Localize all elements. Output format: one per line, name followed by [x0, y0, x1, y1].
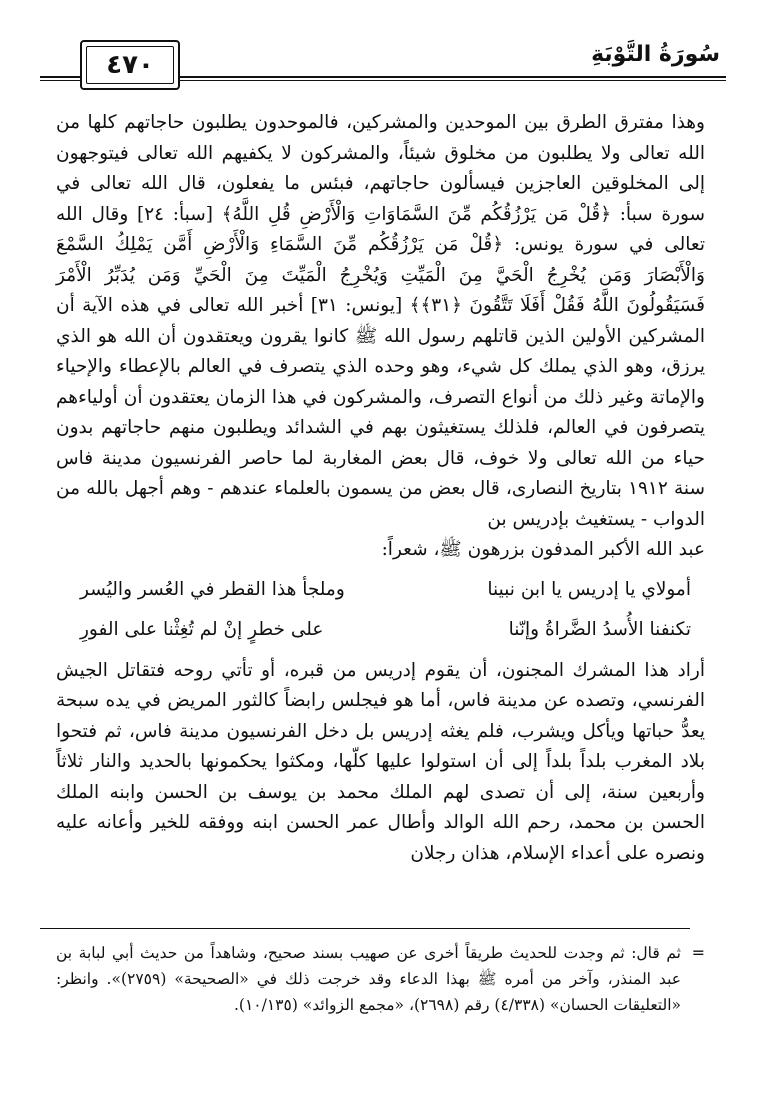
surah-title: سُورَةُ التَّوْبَةِ [585, 38, 726, 72]
poem-verse [56, 570, 705, 610]
poem-hemistich-first: تكنفنا الأُسدُ الضَّراةُ وإنّنا [508, 618, 691, 640]
footnote-continuation-marker: = [691, 943, 705, 962]
footnote [56, 940, 705, 1018]
poem-hemistich-first: أمولاي يا إدريس يا ابن نبينا [487, 578, 691, 600]
footnote-separator [40, 928, 690, 929]
poem [56, 570, 705, 650]
paragraph: وهذا مفترق الطرق بين الموحدين والمشركين، فالموحدون يطلبون حاجاتهم كلها من الله تعالى ولا يطلبون من مخلوق شيئاً، والمشركون لا يكفيهم الله تعالى فيتوجهون إلى المخلوقين العاجزين فيسألون حاجاتهم، فبئس ما يفعلون، قال الله تعالى في سورة سبأ: ﴿قُلْ مَن يَرْزُقُكُم مِّنَ السَّمَاوَاتِ وَالْأَرْضِ قُلِ اللَّهُ﴾ [سبأ: ٢٤] وقال الله تعالى في سورة يونس: ﴿قُلْ مَن يَرْزُقُكُم مِّنَ السَّمَاءِ وَالْأَرْضِ أَمَّن يَمْلِكُ السَّمْعَ وَالْأَبْصَارَ وَمَن يُخْرِجُ الْحَيَّ مِنَ الْمَيِّتِ وَيُخْرِجُ الْمَيِّتَ مِنَ الْحَيِّ وَمَن يُدَبِّرُ الْأَمْرَ فَسَيَقُولُونَ اللَّهُ فَقُلْ أَفَلَا تَتَّقُونَ ﴿٣١﴾﴾ [يونس: ٣١] أخبر الله تعالى في هذه الآية أن المشركين الأولين الذين قاتلهم رسول الله ﷺ كانوا يقرون ويعتقدون أن الله هو الذي يرزق، وهو الذي يملك كل شيء، وهو وحده الذي يتصرف في العالم بالإعطاء والإحياء والإماتة وغير ذلك من أنواع التصرف، والمشركون في هذا الزمان يعتقدون أن أولياءهم يتصرفون في العالم، فلذلك يستغيثون بهم في الشدائد ويطلبون منهم حاجاتهم بدون حياء من الله تعالى ولا خوف، قال بعض المغاربة لما حاصر الفرنسيون مدينة فاس سنة ١٩١٢ بتاريخ النصارى، قال بعض من يسمون بالعلماء عندهم - وهم أجهل بالله من الدواب - يستغيث بإدريس بن [56, 112, 705, 530]
page-number-box [80, 40, 180, 90]
poem-hemistich-second: على خطرٍ إنْ لم تُغِثْنا على الفورِ [80, 618, 324, 640]
poem-verse [56, 610, 705, 650]
footnotes [56, 940, 705, 1018]
page-header [40, 38, 726, 98]
page-number: ٤٧٠ [106, 50, 154, 80]
footnote-text: ثم قال: ثم وجدت للحديث طريقاً أخرى عن صهيب بسند صحيح، وشاهداً من حديث أبي لبابة بن عبد المنذر، وآخر من أمره ﷺ بهذا الدعاء وقد خرجت ذلك في «الصحيحة» (٢٧٥٩)». وانظر: «التعليقات الحسان» (٤/٣٣٨) رقم (٢٦٩٨)، «مجمع الزوائد» (١٠/١٣٥). [56, 944, 681, 1014]
main-text [56, 108, 705, 869]
paragraph: أراد هذا المشرك المجنون، أن يقوم إدريس من قبره، أو تأتي روحه فتقاتل الجيش الفرنسي، وتصده عن مدينة فاس، أما هو فيجلس رابضاً كالثور المريض في يده سبحة يعدُّ حباتها ويأكل ويشرب، فلم يغثه إدريس بل دخل الفرنسيون مدينة فاس، ثم فتحوا بلاد المغرب بلداً بلداً إلى أن استولوا عليها كلّها، ومكثوا يحكمونها بالحديد والنار ثلاثاً وأربعين سنة، إلى أن تصدى لهم الملك محمد بن يوسف بن الحسن وابنه الملك الحسن بن محمد، رحم الله الوالد وأطال عمر الحسن ابنه ووفقه للخير وأعانه عليه ونصره على أعداء الإسلام، هذان رجلان [56, 659, 705, 864]
poem-hemistich-second: وملجأ هذا القطر في العُسر واليُسر [80, 578, 345, 600]
poem-intro: عبد الله الأكبر المدفون بزرهون ﷺ، شعراً: [381, 539, 705, 560]
